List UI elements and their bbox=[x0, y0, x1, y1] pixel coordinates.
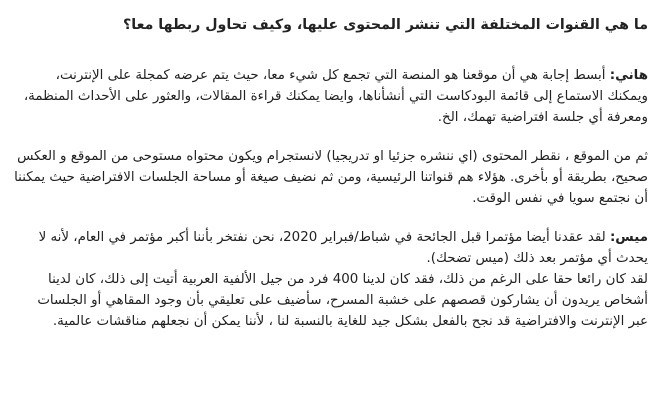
answer-hani bbox=[14, 65, 648, 128]
speaker-name-mays: ميس: bbox=[609, 230, 648, 245]
answer-conference: لقد كان رائعا حقا على الرغم من ذلك، فقد كان لدينا 400 فرد من جيل الألفية العربية أتيت إلى ذلك، كان لدينا أشخاص يريدون أن يشاركون قصصهم على خشبة المسرح، سأضيف على تعليقي بأن وجود المقاهي أو الجلسات عبر الإنترنت والافتراضية قد نجح بالفعل بشكل جيد للغاية بالنسبة لنا ، لأننا يمكن أن نجعلهم مناقشات عالمية. bbox=[37, 272, 648, 329]
answer-mays-text: لقد عقدنا أيضا مؤتمرا قبل الجائحة في شباط/فبراير 2020، نحن نفتخر بأننا أكبر مؤتمر في العام، لأنه لا يحدث أي مؤتمر بعد ذلك (ميس تضحك). bbox=[38, 230, 648, 266]
answer-hani-text: أبسط إجابة هي أن موقعنا هو المنصة التي تجمع كل شيء معا، حيث يتم عرضه كمجلة على الإنترنت، ويمكنك الاستماع إلى قائمة البودكاست التي أنشأناها، وايضا يمكنك قراءة المقالات، والعثور على الأحداث المنظمة، ومعرفة أي جلسة افتراضية تهمك، الخ. bbox=[23, 68, 648, 125]
answer-channels: ثم من الموقع ، نقطر المحتوى (اي ننشره جزئيا او تدريجيا) لانستجرام ويكون محتواه مستوحى من الموقع و العكس صحيح، بطريقة أو بأخرى. هؤلاء هم قنواتنا الرئيسية، ومن ثم نضيف صيغة أو مساحة الجلسات الافتراضية حيث يمكننا أن نجتمع سويا في نفس الوقت. bbox=[14, 149, 648, 206]
answer-mays bbox=[14, 227, 648, 269]
speaker-name-hani: هاني: bbox=[609, 68, 648, 83]
interview-question: ما هي القنوات المختلفة التي تنشر المحتوى عليها، وكيف تحاول ربطها معا؟ bbox=[123, 17, 648, 33]
